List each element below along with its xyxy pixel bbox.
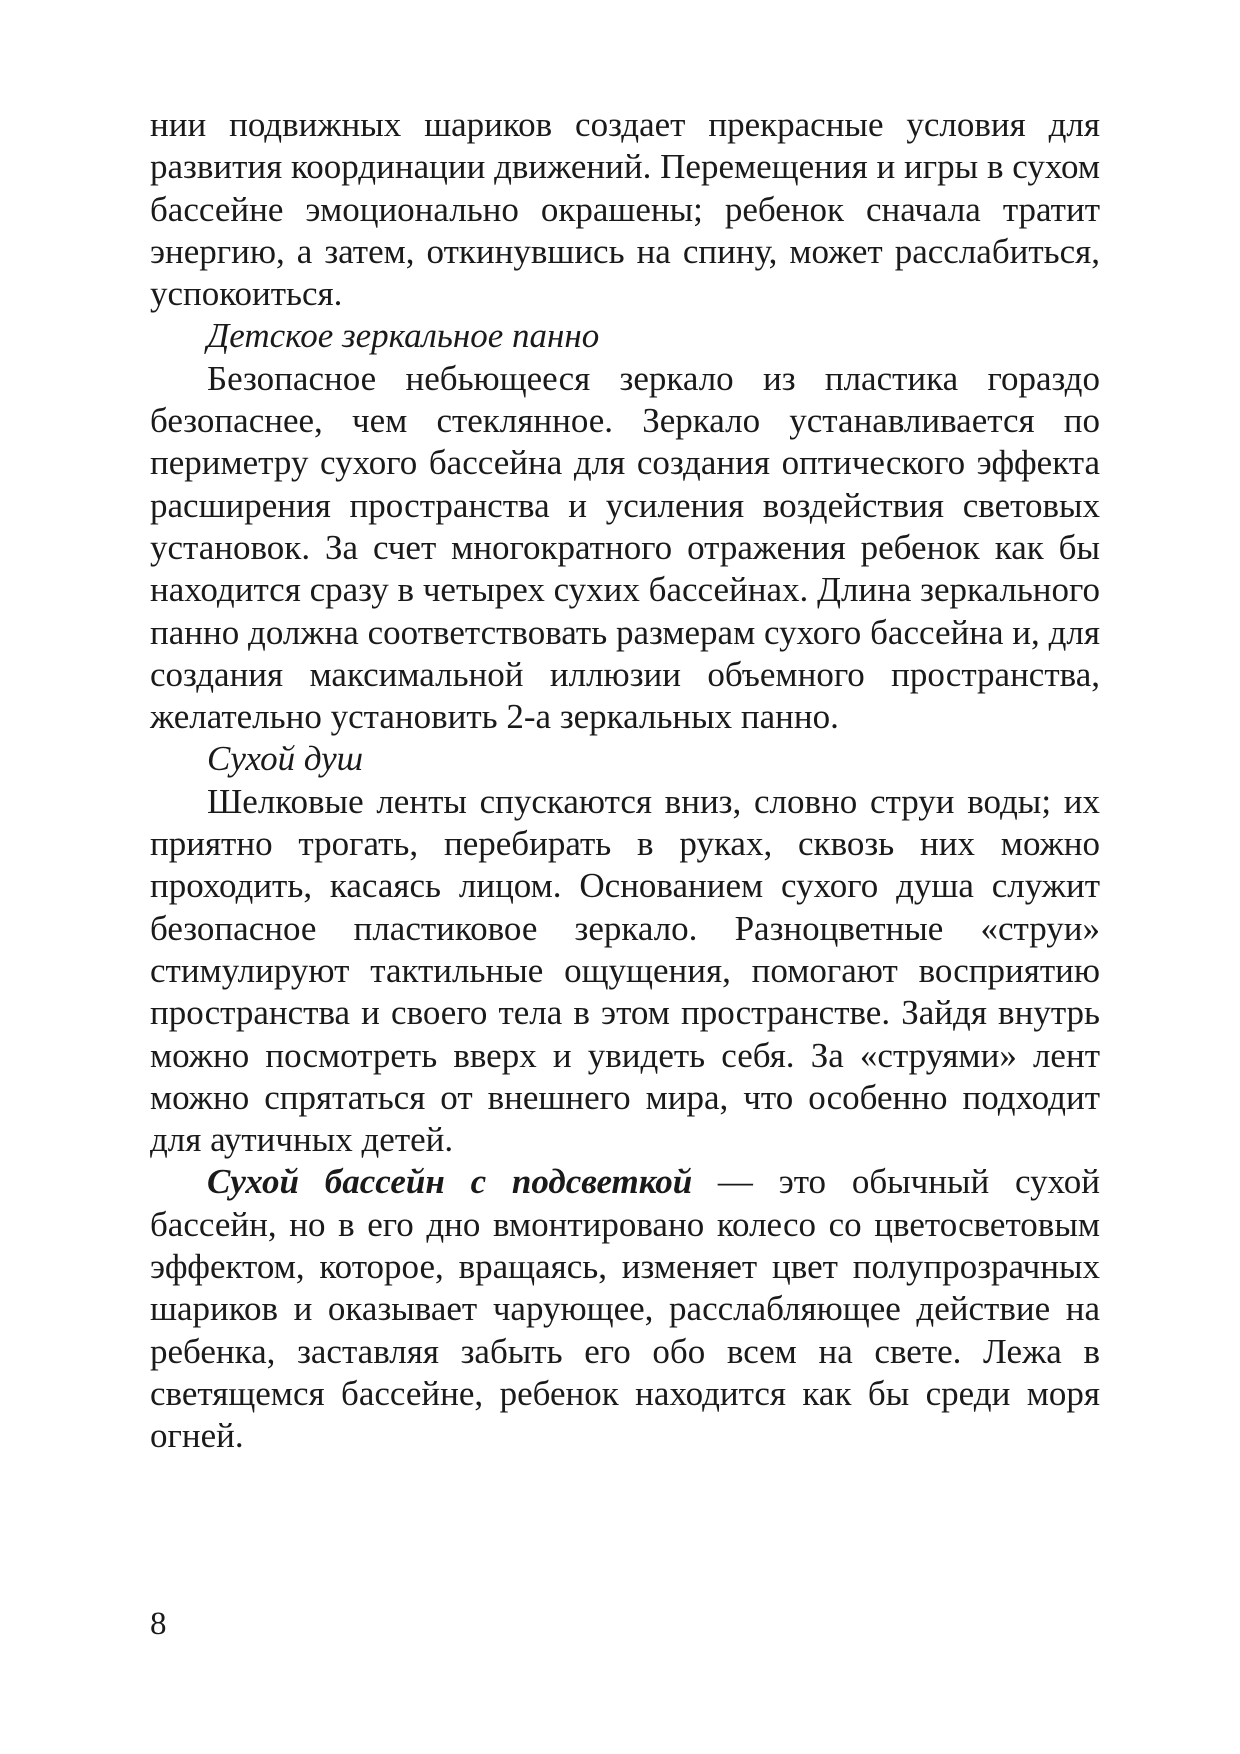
heading-mirror-panel: Детское зеркальное панно	[207, 316, 600, 356]
paragraph-pool-balls: нии подвижных шариков создает прекрасные условия для развития координации движений. Перемещения и игры в сухом бассейне эмоционально окрашены; ребенок сначала тратит энергию, а затем, откинувшись на спину, может расслабиться, успокоиться.	[150, 105, 1100, 314]
paragraph-mirror-panel: Безопасное небьющееся зеркало из пластика гораздо безопаснее, чем стеклянное. Зеркало устанавливается по периметру сухого бассейна для создания оптического эффекта расширения пространства и усиления воздействия световых установок. За счет многократного отражения ребенок как бы находится сразу в четырех сухих бассейнах. Длина зеркального панно должна соответствовать размерам сухого бассейна и, для создания максимальной иллюзии объемного пространства, желательно установить 2-а зеркальных панно.	[150, 358, 1100, 737]
paragraph-lit-pool	[150, 1161, 1100, 1457]
term-lit-pool: Сухой бассейн с подсветкой	[207, 1162, 693, 1202]
heading-dry-shower: Сухой душ	[207, 739, 364, 779]
page-body	[150, 104, 1100, 1458]
paragraph-lit-pool-text: — это обычный сухой бассейн, но в его дно вмонтировано колесо со цветосветовым эффектом, которое, вращаясь, изменяет цвет полупрозрачных шариков и оказывает чарующее, расслабляющее действие на ребенка, заставляя забыть его обо всем на свете. Лежа в светящемся бассейне, ребенок находится как бы среди моря огней.	[150, 1162, 1100, 1456]
paragraph-dry-shower: Шелковые ленты спускаются вниз, словно струи воды; их приятно трогать, перебирать в руках, сквозь них можно проходить, касаясь лицом. Основанием сухого душа служит безопасное пластиковое зеркало. Разноцветные «струи» стимулируют тактильные ощущения, помогают восприятию пространства и своего тела в этом пространстве. Зайдя внутрь можно посмотреть вверх и увидеть себя. За «струями» лент можно спрятаться от внешнего мира, что особенно подходит для аутичных детей.	[150, 781, 1100, 1160]
page-number: 8	[150, 1606, 167, 1642]
